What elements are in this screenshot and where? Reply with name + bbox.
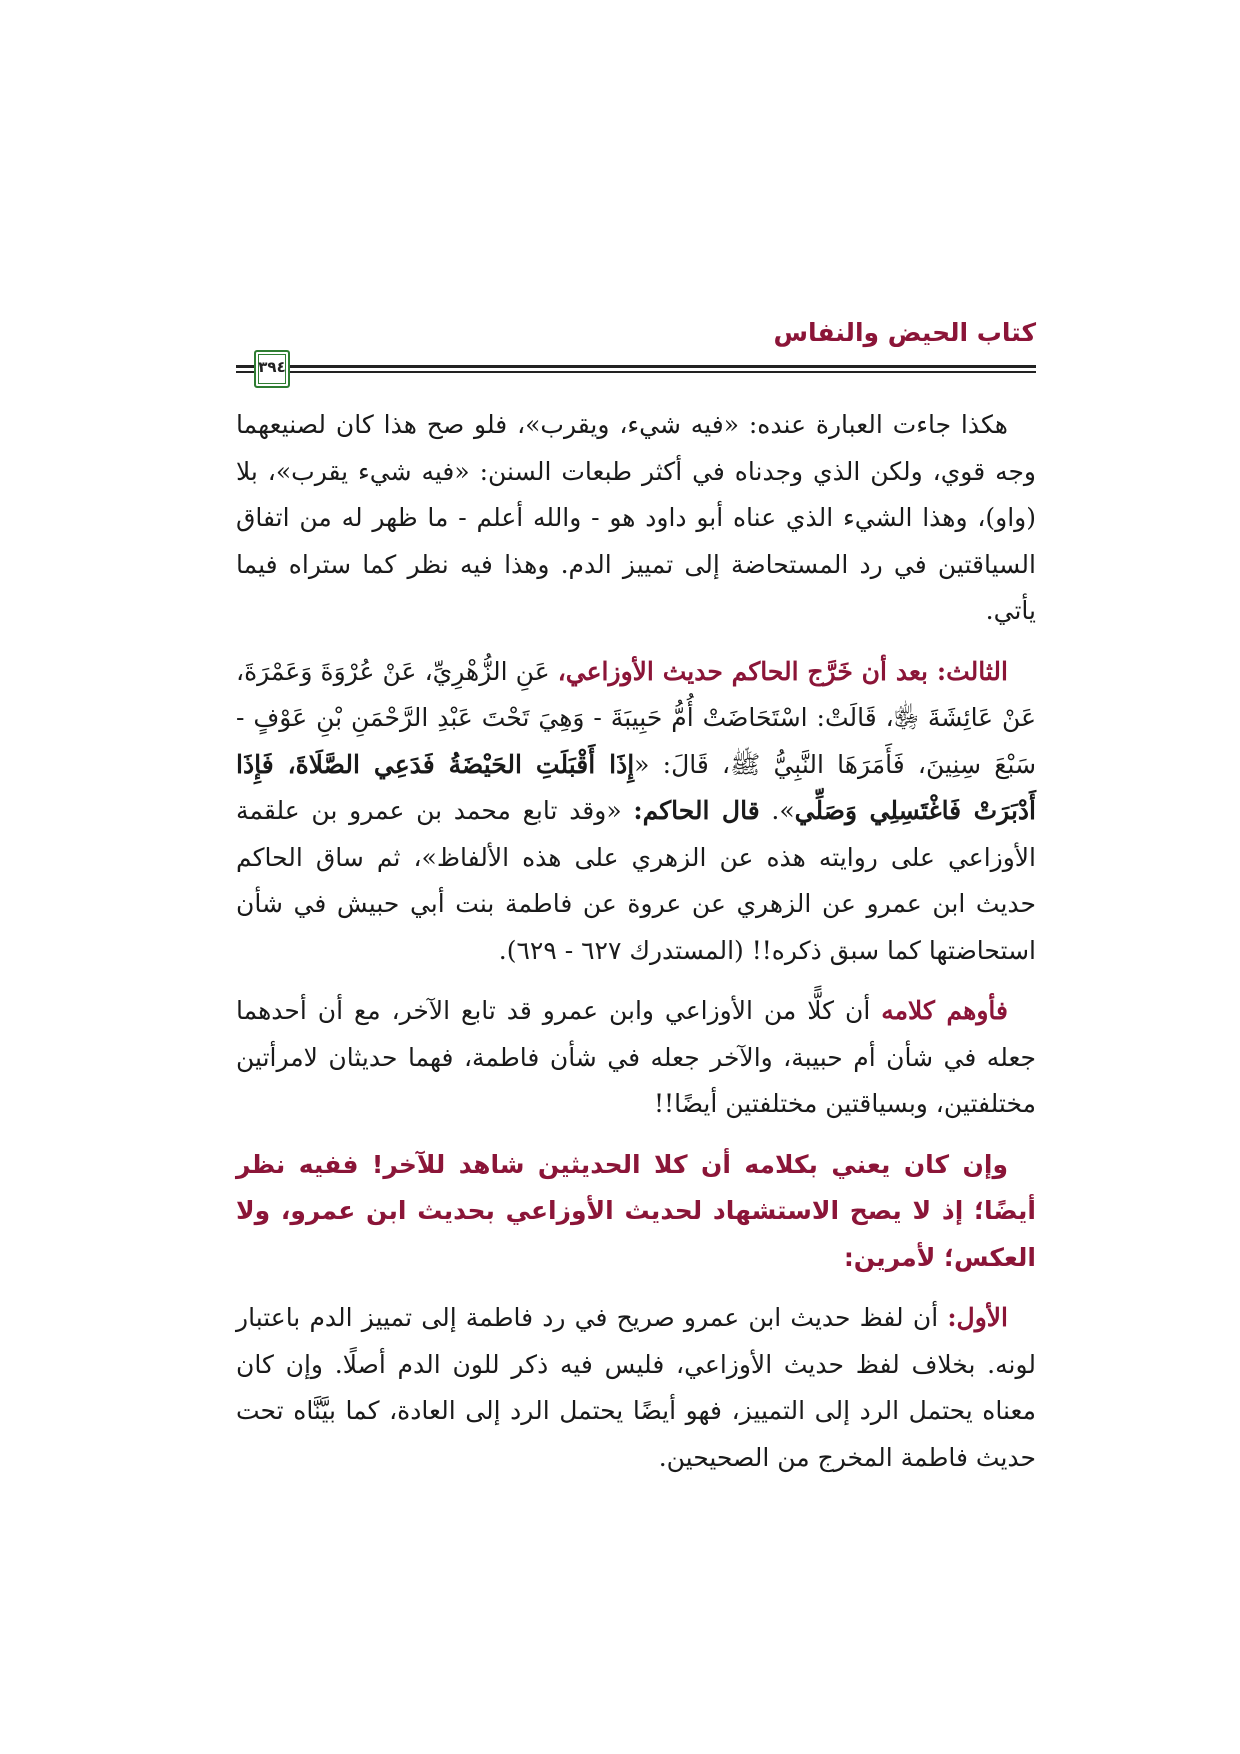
hadith-close: ». [759, 796, 795, 825]
paragraph-gap [236, 974, 1036, 988]
paragraph-gap [236, 1128, 1036, 1142]
paragraph-gap [236, 1281, 1036, 1295]
page-header [236, 318, 1036, 380]
hakim-quote: «وقد تابع محمد بن عمرو بن علقمة الأوزاعي على روايته هذه عن الزهري على هذه الألفاظ»، ثم ساق الحاكم حديث ابن عمرو عن الزهري عن عروة عن فاطمة بنت أبي حبيش في شأن استحاضتها كما سبق ذكره!! (المستدرك ٦٢٧ - ٦٢٩). [236, 796, 1036, 965]
hakim-label: قال الحاكم: [633, 796, 760, 825]
hadith-text: إِذَا أَقْبَلَتِ الحَيْضَةُ فَدَعِي الصَّلَاةَ، فَإِذَا أَدْبَرَتْ فَاغْتَسِلِي وَصَلِّي [236, 749, 1036, 825]
implication-label: فأوهم كلامه [881, 996, 1008, 1025]
paragraph-gap [236, 635, 1036, 649]
section-heading: وإن كان يعني بكلامه أن كلا الحديثين شاهد للآخر! ففيه نظر أيضًا؛ إذ لا يصح الاستشهاد لحديث الأوزاعي بحديث ابن عمرو، ولا العكس؛ لأمرين: [236, 1149, 1036, 1272]
book-title: كتاب الحيض والنفاس [773, 318, 1036, 347]
header-rule [286, 365, 1036, 368]
third-point-label: الثالث: [936, 656, 1008, 686]
third-point-intro: بعد أن خَرَّج الحاكم حديث الأوزاعي، [557, 656, 937, 686]
first-reason-label: الأول: [947, 1303, 1008, 1332]
paragraph-third-point [236, 649, 1036, 975]
first-reason-text: أن لفظ حديث ابن عمرو صريح في رد فاطمة إلى تمييز الدم باعتبار لونه. بخلاف لفظ حديث الأوزاعي، فليس فيه ذكر للون الدم أصلًا. وإن كان معناه يحتمل الرد إلى التمييز، فهو أيضًا يحتمل الرد إلى العادة، كما بيَّنَّاه تحت حديث فاطمة المخرج من الصحيحين. [236, 1303, 1036, 1472]
implication-text: أن كلًّا من الأوزاعي وابن عمرو قد تابع الآخر، مع أن أحدهما جعله في شأن أم حبيبة، والآخر جعله في شأن فاطمة، فهما حديثان لامرأتين مختلفتين، وبسياقتين مختلفتين أيضًا!! [236, 996, 1036, 1118]
paragraph-first-reason [236, 1295, 1036, 1481]
paragraph-intro: هكذا جاءت العبارة عنده: «فيه شيء، ويقرب»، فلو صح هذا كان لصنيعهما وجه قوي، ولكن الذي وجدناه في أكثر طبعات السنن: «فيه شيء يقرب»، بلا (واو)، وهذا الشيء الذي عناه أبو داود هو - والله أعلم - ما ظهر له من اتفاق السياقتين في رد المستحاضة إلى تمييز الدم. وهذا فيه نظر كما ستراه فيما يأتي. [236, 410, 1036, 625]
page-body [236, 402, 1036, 1481]
paragraph-implication [236, 988, 1036, 1128]
header-rule-left [236, 365, 254, 368]
page-number: ٣٩٤ [258, 358, 286, 376]
header-rule-left-double [236, 371, 254, 373]
page-number-frame [254, 350, 290, 388]
header-rule-double [286, 371, 1036, 373]
hadith-narration: عَنِ الزُّهْرِيِّ، عَنْ عُرْوَةَ وَعَمْرَةَ، عَنْ عَائِشَةَ ﵂، قَالَتْ: اسْتَحَاضَتْ أُمُّ حَبِيبَةَ - وَهِيَ تَحْتَ عَبْدِ الرَّحْمَنِ بْنِ عَوْفٍ - سَبْعَ سِنِينَ، فَأَمَرَهَا النَّبِيُّ ﷺ، قَالَ: « [236, 656, 1037, 779]
